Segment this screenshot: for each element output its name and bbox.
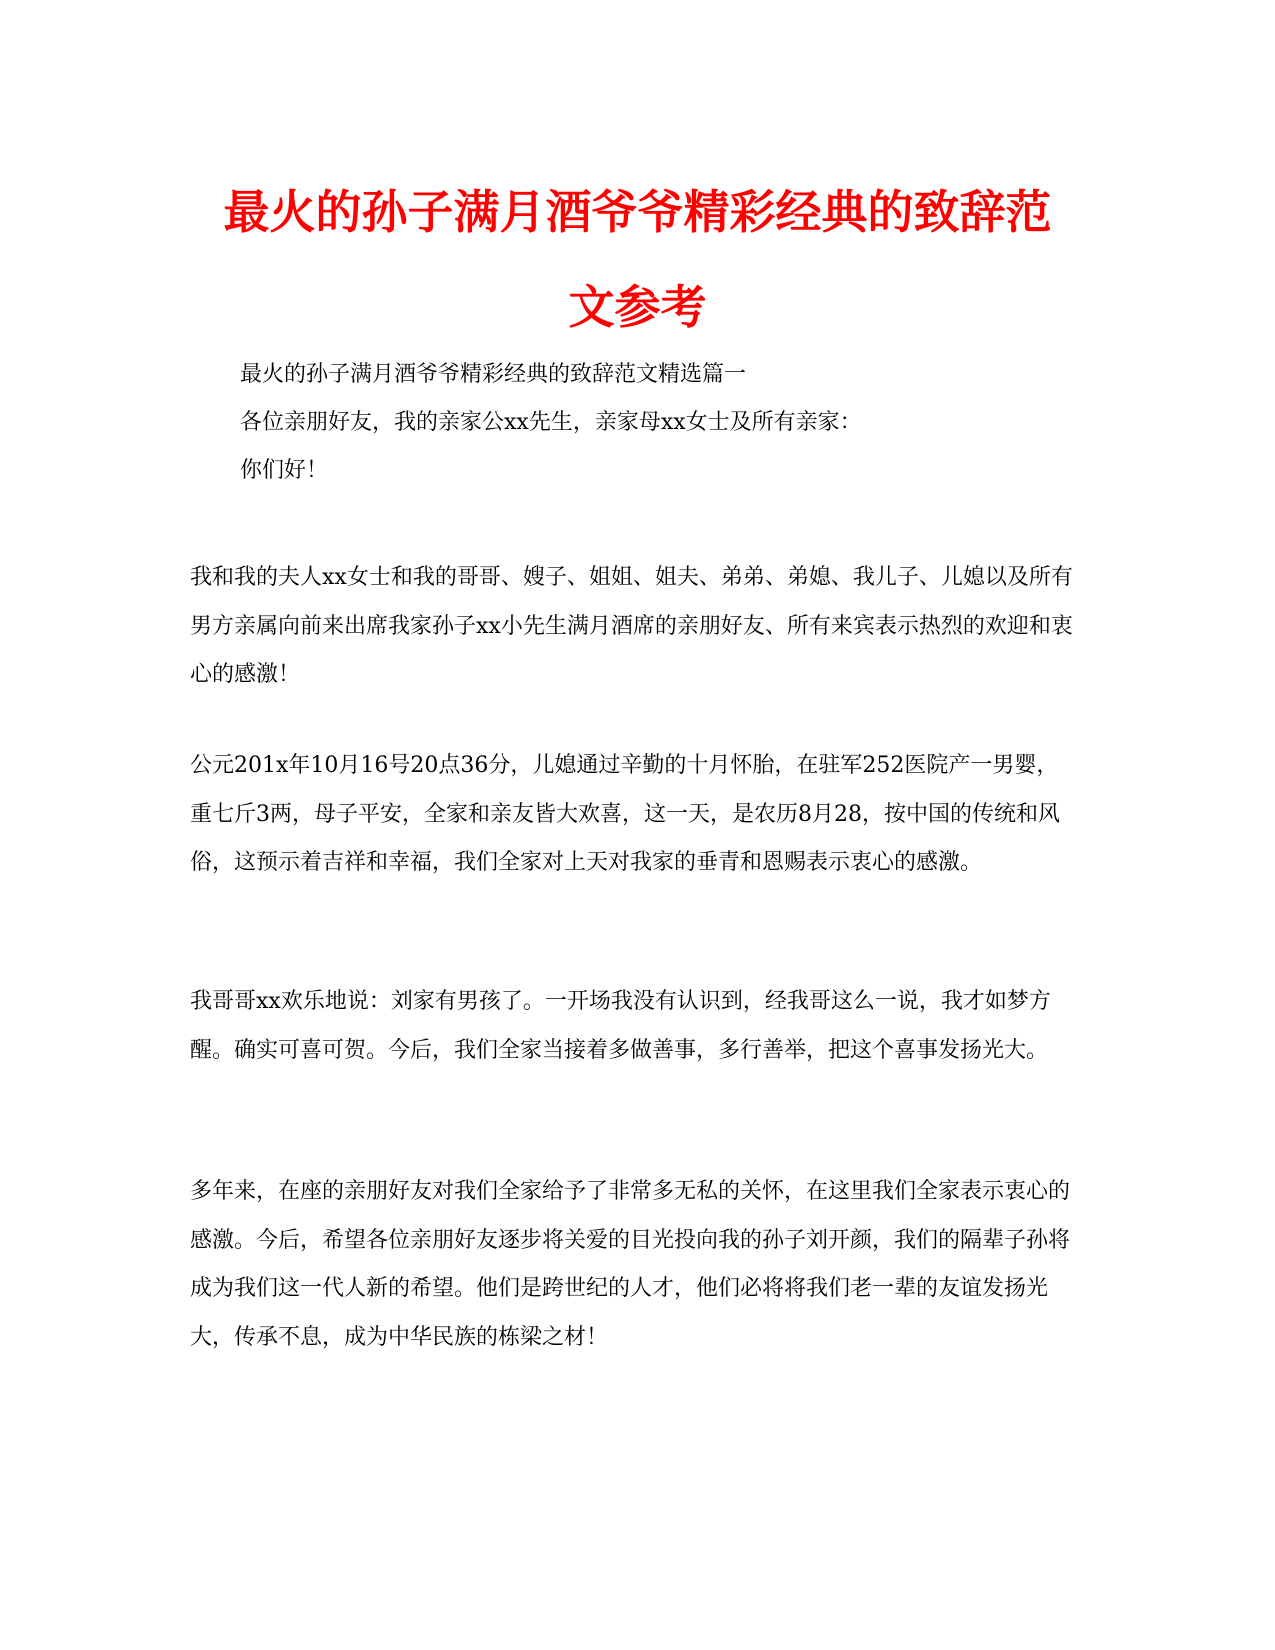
document-title-line-1: 最火的孙子满月酒爷爷精彩经典的致辞范 <box>223 185 1052 239</box>
paragraph-brother: 我哥哥xx欢乐地说：刘家有男孩了。一开场我没有认识到，经我哥这么一说，我才如梦方醒。确实可喜可贺。今后，我们全家当接着多做善事，多行善举，把这个喜事发扬光大。 <box>190 989 1051 1063</box>
paragraph-birth: 公元201x年10月16号20点36分，儿媳通过辛勤的十月怀胎，在驻军252医院产一男婴，重七斤3两，母子平安，全家和亲友皆大欢喜，这一天，是农历8月28，按中国的传统和风俗，这预示着吉祥和幸福，我们全家对上天对我家的垂青和恩赐表示衷心的感激。 <box>190 753 1060 875</box>
greeting: 你们好！ <box>240 458 329 483</box>
paragraph-welcome: 我和我的夫人xx女士和我的哥哥、嫂子、姐姐、姐夫、弟弟、弟媳、我儿子、儿媳以及所有男方亲属向前来出席我家孙子xx小先生满月酒席的亲朋好友、所有来宾表示热烈的欢迎和衷心的感激！ <box>190 565 1073 687</box>
document-title-line-2: 文参考 <box>568 280 707 334</box>
salutation: 各位亲朋好友，我的亲家公xx先生，亲家母xx女士及所有亲家： <box>240 410 862 435</box>
section-heading: 最火的孙子满月酒爷爷精彩经典的致辞范文精选篇一 <box>240 362 747 387</box>
paragraph-thanks: 多年来，在座的亲朋好友对我们全家给予了非常多无私的关怀，在这里我们全家表示衷心的感激。今后，希望各位亲朋好友逐步将关爱的目光投向我的孙子刘开颜，我们的隔辈子孙将成为我们这一代人新的希望。他们是跨世纪的人才，他们必将将我们老一辈的友谊发扬光大，传承不息，成为中华民族的栋梁之材！ <box>190 1179 1071 1350</box>
